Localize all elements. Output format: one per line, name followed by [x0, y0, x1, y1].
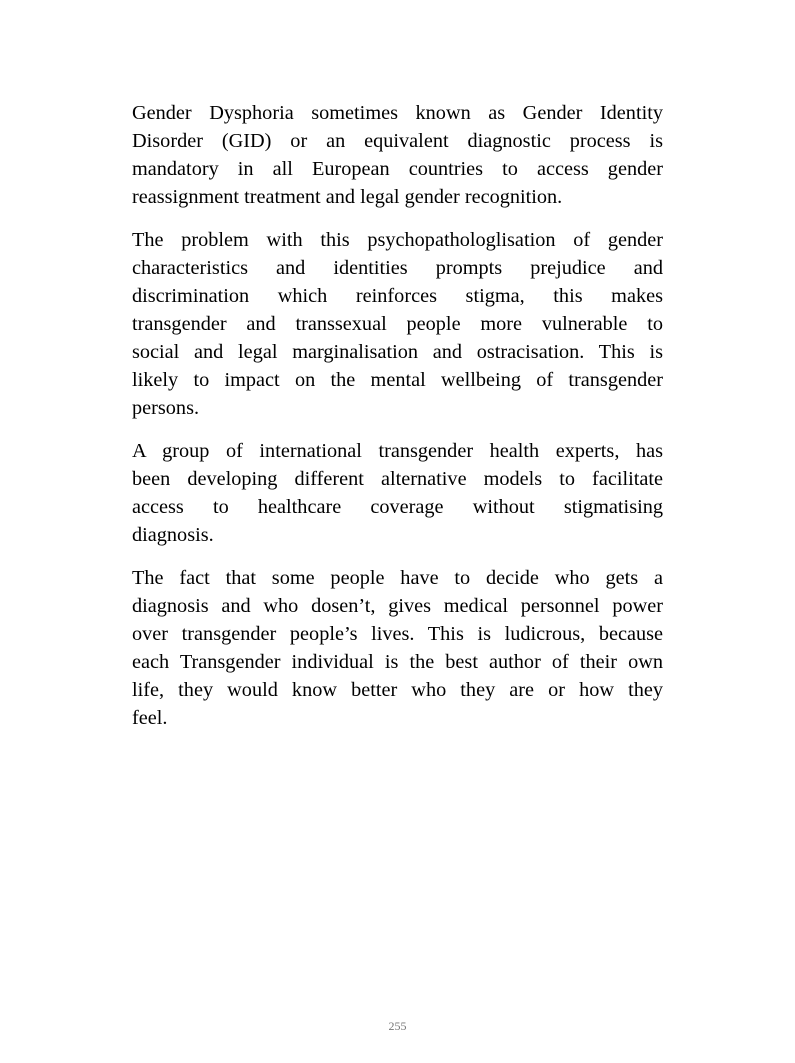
text-line: mandatory in all European countries to access gender [132, 158, 663, 180]
text-line: feel. [132, 707, 168, 729]
text-line: persons. [132, 397, 200, 419]
paragraph [132, 564, 663, 732]
page-number: 255 [388, 1019, 407, 1033]
text-line: The fact that some people have to decide who gets a [132, 567, 663, 589]
text-line: transgender and transsexual people more vulnerable to [132, 313, 663, 335]
text-line: discrimination which reinforces stigma, this makes [132, 285, 663, 307]
document-body [132, 99, 663, 747]
text-line: access to healthcare coverage without stigmatising [132, 496, 663, 518]
text-line: diagnosis and who dosen’t, gives medical personnel power [132, 595, 663, 617]
paragraph [132, 99, 663, 211]
text-line: likely to impact on the mental wellbeing of transgender [132, 369, 663, 391]
text-line: life, they would know better who they are or how they [132, 679, 663, 701]
text-line: over transgender people’s lives. This is ludicrous, because [132, 623, 663, 645]
text-line: been developing different alternative models to facilitate [132, 468, 663, 490]
text-line: social and legal marginalisation and ostracisation. This is [132, 341, 663, 363]
paragraph [132, 437, 663, 549]
text-line: diagnosis. [132, 524, 214, 546]
text-line: A group of international transgender health experts, has [132, 440, 663, 462]
text-line: each Transgender individual is the best author of their own [132, 651, 663, 673]
text-line: Gender Dysphoria sometimes known as Gender Identity [132, 102, 663, 124]
text-line: characteristics and identities prompts prejudice and [132, 257, 663, 279]
text-line: reassignment treatment and legal gender recognition. [132, 186, 563, 208]
paragraph [132, 226, 663, 422]
text-line: Disorder (GID) or an equivalent diagnostic process is [132, 130, 663, 152]
text-line: The problem with this psychopathologlisation of gender [132, 229, 663, 251]
